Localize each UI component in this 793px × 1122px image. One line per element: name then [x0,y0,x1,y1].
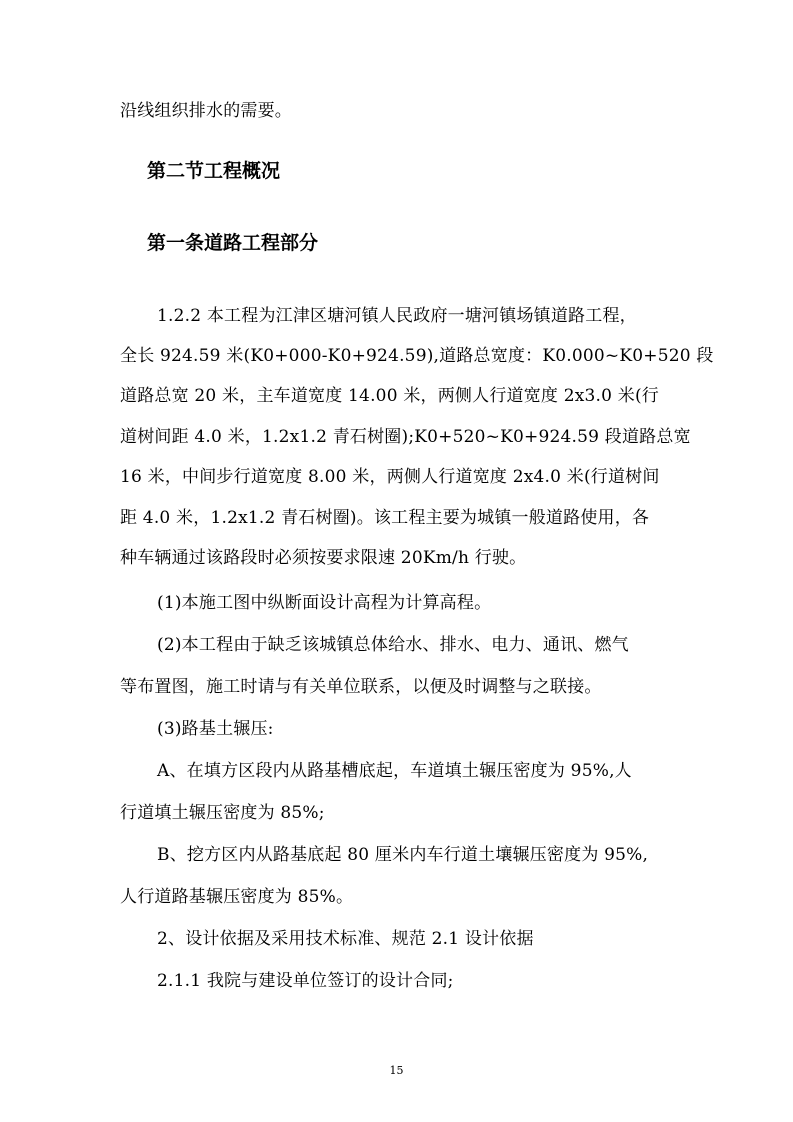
paragraph-line: 种车辆通过该路段时必须按要求限速 20Km/h 行驶。 [120,548,527,568]
note-line: 人行道路基辗压密度为 85%。 [120,887,354,907]
section-heading: 第二节工程概况 [147,160,281,182]
page-number: 15 [389,1064,404,1077]
note-line: (3)路基土辗压: [157,719,274,739]
note-line: 等布置图，施工时请与有关单位联系，以便及时调整与之联接。 [120,677,602,697]
note-line: A、在填方区段内从路基槽底起，车道填土辗压密度为 95%,人 [157,761,632,781]
paragraph-line: 距 4.0 米，1.2x1.2 青石树圈)。该工程主要为城镇一般道路使用，各 [120,508,650,528]
paragraph-line: 1.2.2 本工程为江津区塘河镇人民政府一塘河镇场镇道路工程， [157,306,637,326]
subsection-heading: 第一条道路工程部分 [147,232,319,254]
note-line: (2)本工程由于缺乏该城镇总体给水、排水、电力、通讯、燃气 [157,635,629,655]
note-line: (1)本施工图中纵断面设计高程为计算高程。 [157,593,492,613]
note-line: 2.1.1 我院与建设单位签订的设计合同; [157,971,454,991]
note-line: B、挖方区内从路基底起 80 厘米内车行道土壤辗压密度为 95%, [157,845,649,865]
note-line: 行道填土辗压密度为 85%; [120,803,325,823]
paragraph-line: 道树间距 4.0 米，1.2x1.2 青石树圈);K0+520~K0+924.59 段道路总宽 [120,427,691,447]
note-line: 2、设计依据及采用技术标准、规范 2.1 设计依据 [157,929,534,949]
paragraph-line: 全长 924.59 米(K0+000-K0+924.59),道路总宽度：K0.000~K0+520 段 [120,346,714,366]
body-line: 沿线组织排水的需要。 [120,101,292,121]
paragraph-line: 16 米，中间步行道宽度 8.00 米，两侧人行道宽度 2x4.0 米(行道树间 [120,467,660,487]
paragraph-line: 道路总宽 20 米，主车道宽度 14.00 米，两侧人行道宽度 2x3.0 米(行 [120,386,659,406]
